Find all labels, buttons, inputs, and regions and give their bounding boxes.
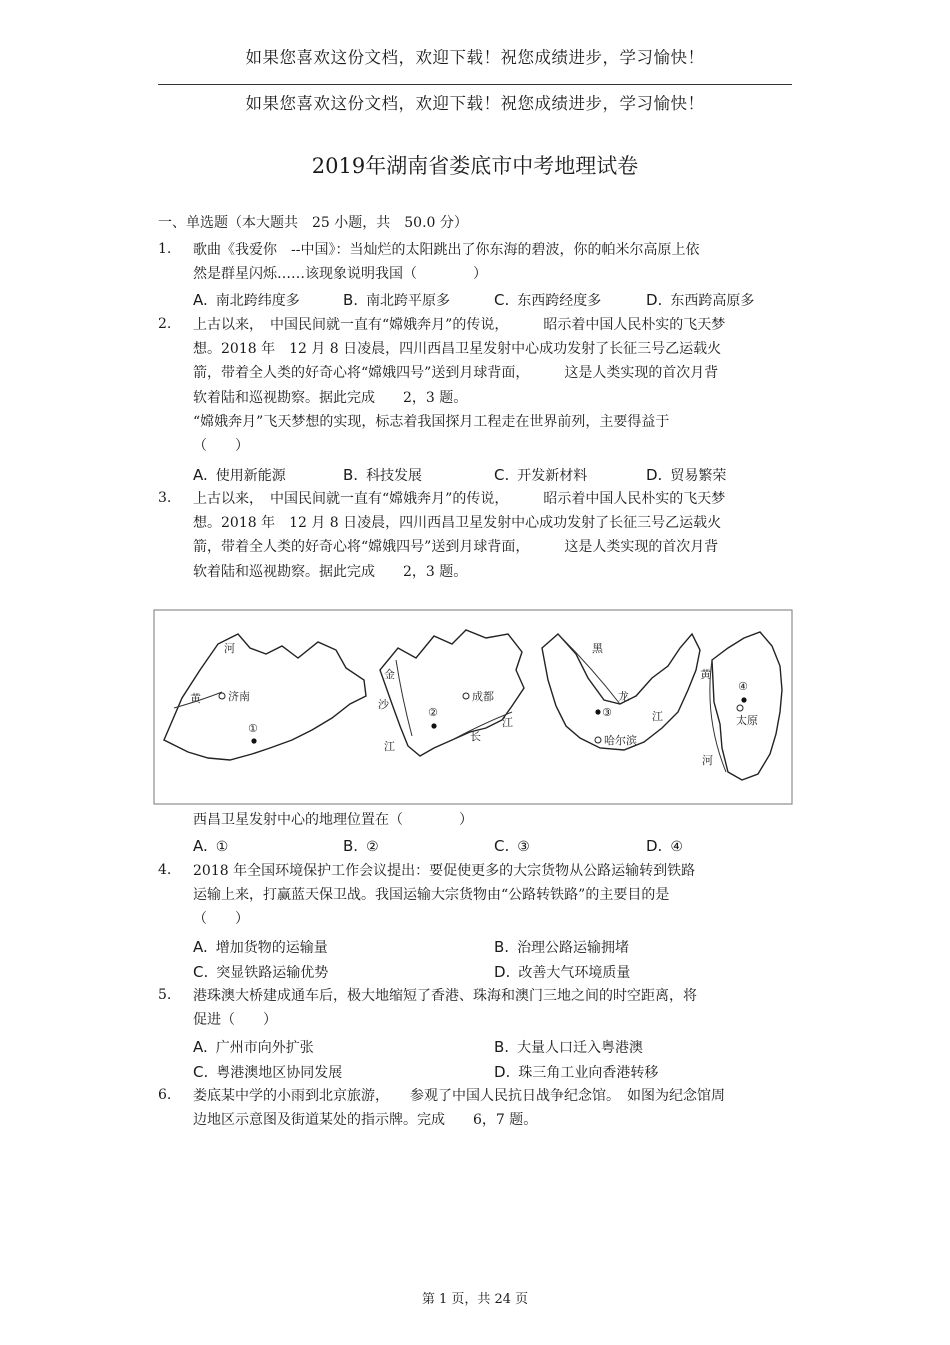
- label-chang: 长: [470, 730, 481, 743]
- question-5-option-b[interactable]: B. 大量人口迁入粤港澳: [494, 1038, 644, 1056]
- question-2-line: “嫦娥奔月”飞天梦想的实现，标志着我国探月工程走在世界前列，主要得益于: [193, 414, 670, 430]
- question-4-option-c[interactable]: C. 突显铁路运输优势: [193, 963, 329, 981]
- province-map: [152, 608, 794, 806]
- label-harbin: 哈尔滨: [604, 734, 637, 747]
- label-jiang-2: 江: [502, 716, 513, 729]
- question-3-number: 3.: [158, 490, 172, 506]
- question-2-option-c[interactable]: C. 开发新材料: [494, 466, 588, 484]
- label-jinan: 济南: [228, 690, 250, 703]
- question-2-line: （ ）: [193, 438, 249, 454]
- header-line-1: 如果您喜欢这份文档，欢迎下载！祝您成绩进步，学习愉快！: [245, 48, 705, 67]
- question-5-option-d[interactable]: D. 珠三角工业向香港转移: [494, 1063, 659, 1081]
- label-sha: 沙: [378, 698, 389, 711]
- taiyuan-marker: [737, 705, 743, 711]
- question-1-number: 1.: [158, 241, 172, 257]
- question-2-option-d[interactable]: D. 贸易繁荣: [646, 466, 727, 484]
- question-4-option-d[interactable]: D. 改善大气环境质量: [494, 963, 631, 981]
- section-heading: 一、单选题（本大题共 25 小题，共 50.0 分）: [158, 215, 468, 231]
- question-2-line: 箭，带着全人类的好奇心将“嫦娥四号”送到月球背面， 这是人类实现的首次月背: [193, 365, 719, 381]
- point-2-marker: [431, 723, 436, 728]
- question-6-line: 边地区示意图及街道某处的指示牌。完成 6，7 题。: [193, 1112, 538, 1128]
- label-jin: 金: [384, 668, 395, 681]
- question-4-option-b[interactable]: B. 治理公路运输拥堵: [494, 938, 630, 956]
- point-3-marker: [595, 709, 600, 714]
- question-2-option-a[interactable]: A. 使用新能源: [193, 466, 286, 484]
- question-5-number: 5.: [158, 987, 172, 1003]
- question-3-line: 箭，带着全人类的好奇心将“嫦娥四号”送到月球背面， 这是人类实现的首次月背: [193, 539, 719, 555]
- label-hei: 黑: [592, 642, 603, 655]
- label-huang-2: 黄: [700, 668, 711, 681]
- label-num-4: ④: [738, 680, 748, 693]
- header-line-2: 如果您喜欢这份文档，欢迎下载！祝您成绩进步，学习愉快！: [245, 94, 705, 113]
- page-footer: 第 1 页，共 24 页: [421, 1292, 529, 1307]
- label-he-2: 河: [702, 754, 713, 767]
- header-divider: [158, 84, 792, 85]
- question-1-option-c[interactable]: C. 东西跨经度多: [494, 291, 602, 309]
- shanxi-outline: [712, 632, 782, 780]
- question-2-line: 想。2018 年 12 月 8 日凌晨，四川西昌卫星发射中心成功发射了长征三号乙运载火: [193, 341, 722, 357]
- label-num-2: ②: [428, 706, 438, 719]
- label-num-3: ③: [602, 706, 612, 719]
- question-1-line: 然是群星闪烁……该现象说明我国（ ）: [193, 266, 487, 282]
- question-2-line: 软着陆和巡视勘察。据此完成 2，3 题。: [193, 390, 468, 406]
- label-jiang-3: 江: [652, 710, 663, 723]
- label-long: 龙: [618, 690, 629, 703]
- question-3-line: 软着陆和巡视勘察。据此完成 2，3 题。: [193, 564, 468, 580]
- question-2-line: 上古以来， 中国民间就一直有“嫦娥奔月”的传说， 昭示着中国人民朴实的飞天梦: [193, 317, 726, 333]
- label-huang-1: 黄: [190, 692, 201, 705]
- question-3-line: 想。2018 年 12 月 8 日凌晨，四川西昌卫星发射中心成功发射了长征三号乙运载火: [193, 515, 722, 531]
- question-1-option-a[interactable]: A. 南北跨纬度多: [193, 291, 300, 309]
- question-4-number: 4.: [158, 862, 172, 878]
- label-jiang-1: 江: [384, 740, 395, 753]
- question-3-option-d[interactable]: D. ④: [646, 837, 683, 855]
- label-he-1: 河: [224, 642, 235, 655]
- question-4-line: 运输上来，打赢蓝天保卫战。我国运输大宗货物由“公路转铁路”的主要目的是: [193, 887, 670, 903]
- question-4-option-a[interactable]: A. 增加货物的运输量: [193, 938, 328, 956]
- label-num-1: ①: [248, 722, 258, 735]
- question-5-option-a[interactable]: A. 广州市向外扩张: [193, 1038, 314, 1056]
- question-6-line: 娄底某中学的小雨到北京旅游， 参观了中国人民抗日战争纪念馆。 如图为纪念馆周: [193, 1088, 725, 1104]
- chengdu-marker: [463, 693, 469, 699]
- label-chengdu: 成都: [472, 690, 494, 703]
- question-1-line: 歌曲《我爱你 --中国》：当灿烂的太阳跳出了你东海的碧波，你的帕米尔高原上依: [193, 242, 700, 258]
- province-map-figure: [152, 608, 794, 806]
- question-3-line: 上古以来， 中国民间就一直有“嫦娥奔月”的传说， 昭示着中国人民朴实的飞天梦: [193, 491, 726, 507]
- map-frame: [154, 610, 792, 804]
- question-4-line: （ ）: [193, 911, 249, 927]
- harbin-marker: [595, 737, 601, 743]
- question-3-option-a[interactable]: A. ①: [193, 837, 229, 855]
- question-6-number: 6.: [158, 1087, 172, 1103]
- question-3-prompt: 西昌卫星发射中心的地理位置在（ ）: [193, 812, 473, 828]
- question-2-number: 2.: [158, 316, 172, 332]
- question-1-option-d[interactable]: D. 东西跨高原多: [646, 291, 755, 309]
- question-1-option-b[interactable]: B. 南北跨平原多: [343, 291, 451, 309]
- question-4-line: 2018 年全国环境保护工作会议提出：要促使更多的大宗货物从公路运输转到铁路: [193, 863, 696, 879]
- jinsha-river: [396, 660, 412, 736]
- question-3-option-b[interactable]: B. ②: [343, 837, 379, 855]
- point-4-marker: [741, 697, 746, 702]
- question-3-option-c[interactable]: C. ③: [494, 837, 530, 855]
- question-2-option-b[interactable]: B. 科技发展: [343, 466, 423, 484]
- question-5-line: 港珠澳大桥建成通车后，极大地缩短了香港、珠海和澳门三地之间的时空距离，将: [193, 988, 697, 1004]
- jinan-marker: [219, 693, 225, 699]
- question-5-option-c[interactable]: C. 粤港澳地区协同发展: [193, 1063, 343, 1081]
- point-1-marker: [251, 738, 256, 743]
- page-title: 2019年湖南省娄底市中考地理试卷: [311, 154, 639, 178]
- question-5-line: 促进（ ）: [193, 1012, 277, 1028]
- label-taiyuan: 太原: [736, 714, 758, 727]
